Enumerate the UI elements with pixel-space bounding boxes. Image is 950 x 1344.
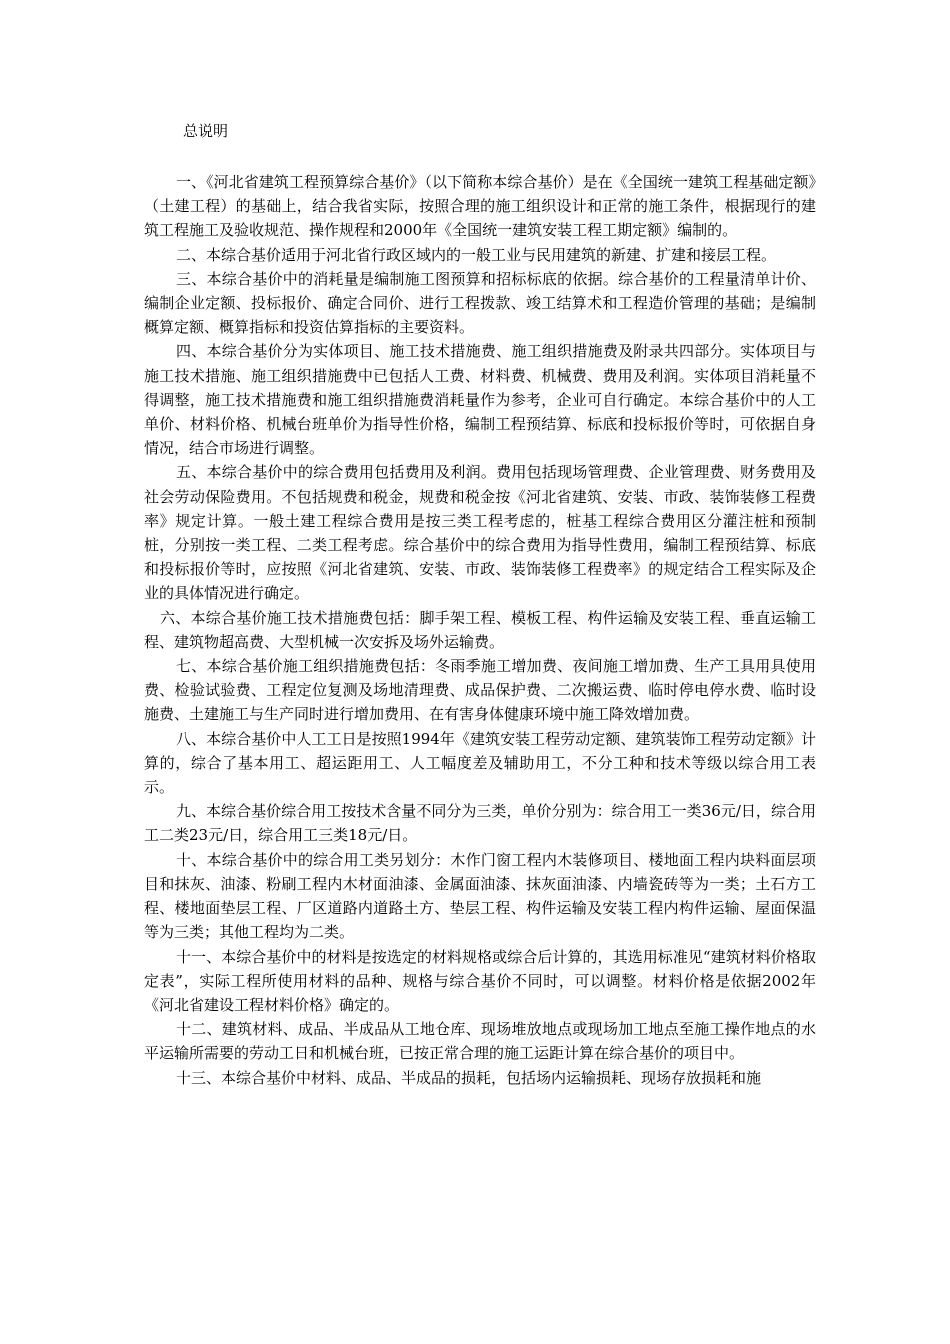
page-title: 总说明	[183, 122, 229, 140]
paragraph-7: 七、本综合基价施工组织措施费包括：冬雨季施工增加费、夜间施工增加费、生产工具用具使用费、检验试验费、工程定位复测及场地清理费、成品保护费、二次搬运费、临时停电停水费、临时设施费、土建施工与生产同时进行增加费用、在有害身体健康环境中施工降效增加费。	[144, 657, 816, 724]
paragraph-9: 九、本综合基价综合用工按技术含量不同分为三类，单价分别为：综合用工一类36元/日，综合用工二类23元/日，综合用工三类18元/日。	[144, 802, 816, 845]
paragraph-5: 五、本综合基价中的综合费用包括费用及利润。费用包括现场管理费、企业管理费、财务费用及社会劳动保险费用。不包括规费和税金，规费和税金按《河北省建筑、安装、市政、装饰装修工程费率》规定计算。一般土建工程综合费用是按三类工程考虑的，桩基工程综合费用区分灌注桩和预制桩，分别按一类工程、二类工程考虑。综合基价中的综合费用为指导性费用，编制工程预结算、标底和投标报价等时，应按照《河北省建筑、安装、市政、装饰装修工程费率》的规定结合工程实际及企业的具体情况进行确定。	[144, 463, 816, 603]
paragraph-10: 十、本综合基价中的综合用工类另划分：木作门窗工程内木装修项目、楼地面工程内块料面层项目和抹灰、油漆、粉刷工程内木材面油漆、金属面油漆、抹灰面油漆、内墙瓷砖等为一类；土石方工程、楼地面垫层工程、厂区道路内道路土方、垫层工程、构件运输及安装工程内构件运输、屋面保温等为三类；其他工程均为二类。	[144, 850, 816, 942]
paragraph-1: 一、《河北省建筑工程预算综合基价》（以下简称本综合基价）是在《全国统一建筑工程基础定额》（土建工程）的基础上，结合我省实际，按照合理的施工组织设计和正常的施工条件，根据现行的建筑工程施工及验收规范、操作规程和2000年《全国统一建筑安装工程工期定额》编制的。	[144, 173, 816, 240]
paragraph-13: 十三、本综合基价中材料、成品、半成品的损耗，包括场内运输损耗、现场存放损耗和施	[176, 1068, 762, 1087]
document-page	[144, 118, 816, 1090]
paragraph-8: 八、本综合基价中人工工日是按照1994年《建筑安装工程劳动定额、建筑装饰工程劳动定额》计算的，综合了基本用工、超运距用工、人工幅度差及辅助用工，不分工种和技术等级以综合用工表示。	[144, 729, 816, 797]
paragraph-11: 十一、本综合基价中的材料是按选定的材料规格或综合后计算的，其选用标准见“建筑材料价格取定表”，实际工程所使用材料的品种、规格与综合基价不同时，可以调整。材料价格是依据2002年《河北省建设工程材料价格》确定的。	[144, 947, 816, 1014]
paragraph-12: 十二、建筑材料、成品、半成品从工地仓库、现场堆放地点或现场加工地点至施工操作地点的水平运输所需要的劳动工日和机械台班，已按正常合理的施工运距计算在综合基价的项目中。	[144, 1020, 816, 1063]
paragraph-3: 三、本综合基价中的消耗量是编制施工图预算和招标标底的依据。综合基价的工程量清单计价、编制企业定额、投标报价、确定合同价、进行工程拨款、竣工结算术和工程造价管理的基础；是编制概算定额、概算指标和投资估算指标的主要资料。	[144, 269, 816, 337]
paragraph-4: 四、本综合基价分为实体项目、施工技术措施费、施工组织措施费及附录共四部分。实体项目与施工技术措施、施工组织措施费中已包括人工费、材料费、机械费、费用及利润。实体项目消耗量不得调整，施工技术措施费和施工组织措施费消耗量作为参考，企业可自行确定。本综合基价中的人工单价、材料价格、机械台班单价为指导性价格，编制工程预结算、标底和投标报价等时，可依据自身情况，结合市场进行调整。	[144, 342, 816, 458]
paragraph-6: 六、本综合基价施工技术措施费包括：脚手架工程、模板工程、构件运输及安装工程、垂直运输工程、建筑物超高费、大型机械一次安拆及场外运输费。	[144, 608, 816, 651]
title-spacer	[144, 144, 816, 170]
paragraph-2: 二、本综合基价适用于河北省行政区域内的一般工业与民用建筑的新建、扩建和接层工程。	[176, 245, 777, 264]
